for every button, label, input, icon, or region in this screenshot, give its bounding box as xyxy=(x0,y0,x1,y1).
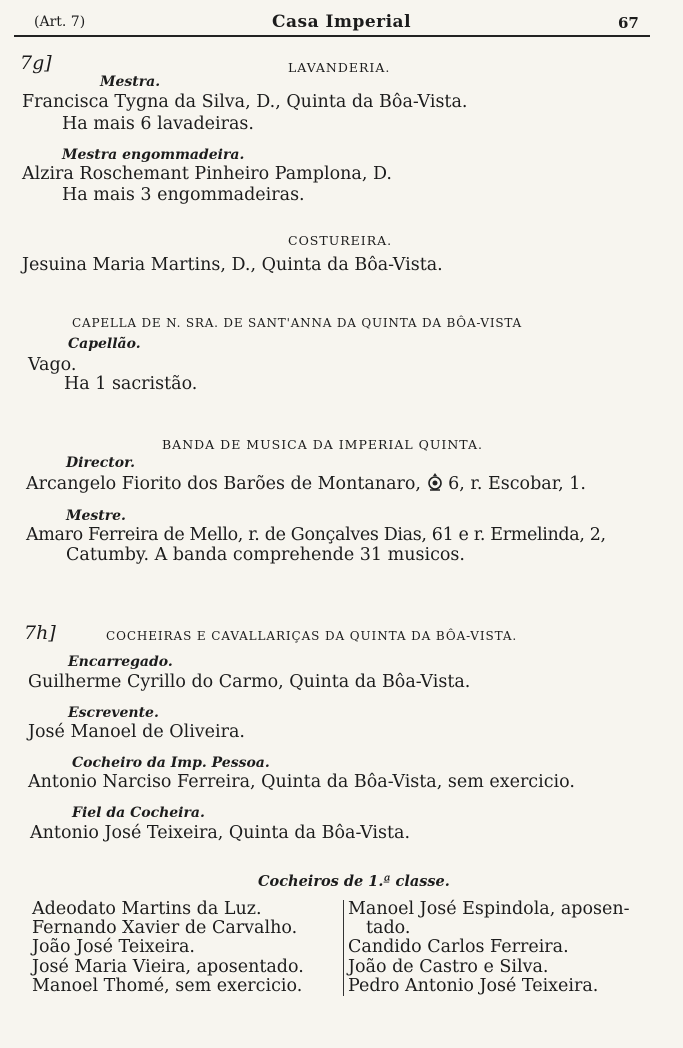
engommadeira-note: Ha mais 3 engommadeiras. xyxy=(62,185,305,205)
list-item: José Maria Vieira, aposentado. xyxy=(32,956,304,977)
cocheiro-name: Antonio Narciso Ferreira, Quinta da Bôa-Vista, sem exercicio. xyxy=(28,772,575,792)
running-title: Casa Imperial xyxy=(271,12,412,32)
list-item: Manoel Thomé, sem exercicio. xyxy=(32,975,303,996)
cocheiras-heading: COCHEIRAS E CAVALLARIÇAS DA QUINTA DA BÔA-VISTA. xyxy=(106,629,518,643)
decoration-icon xyxy=(427,472,443,497)
list-item: Fernando Xavier de Carvalho. xyxy=(32,918,298,939)
list-item: João de Castro e Silva. xyxy=(348,956,549,977)
encarregado-title: Encarregado. xyxy=(68,654,173,670)
mestra-name: Francisca Tygna da Silva, D., Quinta da Bôa-Vista. xyxy=(22,92,468,112)
capellao-name: Vago. xyxy=(28,355,77,375)
cocheiros-right-column xyxy=(348,900,630,996)
engommadeira-title: Mestra engommadeira. xyxy=(62,147,245,163)
list-item: Candido Carlos Ferreira. xyxy=(348,937,569,958)
director-address: 6, r. Escobar, 1. xyxy=(448,474,586,494)
section-marker-7h: 7h] xyxy=(24,622,56,644)
list-item: Adeodato Martins da Luz. xyxy=(32,899,262,919)
encarregado-name: Guilherme Cyrillo do Carmo, Quinta da Bôa-Vista. xyxy=(28,672,471,692)
fiel-name: Antonio José Teixeira, Quinta da Bôa-Vista. xyxy=(30,823,411,843)
mestre-line1: Amaro Ferreira de Mello, r. de Gonçalves Dias, 61 e r. Ermelinda, 2, xyxy=(26,525,606,545)
mestre-title: Mestre. xyxy=(66,508,126,524)
director-title: Director. xyxy=(66,455,136,471)
classe-title: Cocheiros de 1.ª classe. xyxy=(258,873,450,890)
list-item: tado. xyxy=(366,918,411,939)
capella-note: Ha 1 sacristão. xyxy=(64,374,198,394)
banda-heading: BANDA DE MUSICA DA IMPERIAL QUINTA. xyxy=(162,437,483,452)
fiel-title: Fiel da Cocheira. xyxy=(72,805,205,821)
column-divider xyxy=(343,900,344,996)
list-item: Manoel José Espindola, aposen- xyxy=(348,899,630,919)
capella-heading: CAPELLA DE N. SRA. DE SANT'ANNA DA QUINTA DA BÔA-VISTA xyxy=(72,316,523,330)
section-marker-7g: 7g] xyxy=(20,52,52,74)
lavanderia-heading: LAVANDERIA. xyxy=(288,60,391,75)
page-number: 67 xyxy=(618,14,639,32)
director-line xyxy=(26,472,586,497)
mestra-note: Ha mais 6 lavadeiras. xyxy=(62,114,254,134)
director-name: Arcangelo Fiorito dos Barões de Montanaro, xyxy=(26,474,421,494)
capellao-title: Capellão. xyxy=(68,336,141,352)
costureira-heading: COSTUREIRA. xyxy=(288,233,393,248)
cocheiro-title: Cocheiro da Imp. Pessoa. xyxy=(72,755,270,771)
article-reference: (Art. 7) xyxy=(34,14,86,30)
cocheiros-left-column xyxy=(32,900,304,996)
escrevente-name: José Manoel de Oliveira. xyxy=(28,722,245,742)
mestre-line2: Catumby. A banda comprehende 31 musicos. xyxy=(66,545,465,565)
list-item: Pedro Antonio José Teixeira. xyxy=(348,975,599,996)
escrevente-title: Escrevente. xyxy=(68,705,159,721)
header-rule xyxy=(14,35,650,37)
mestra-title: Mestra. xyxy=(100,74,161,90)
list-item: João José Teixeira. xyxy=(32,937,195,958)
costureira-name: Jesuina Maria Martins, D., Quinta da Bôa-Vista. xyxy=(22,255,443,275)
engommadeira-name: Alzira Roschemant Pinheiro Pamplona, D. xyxy=(22,164,392,184)
